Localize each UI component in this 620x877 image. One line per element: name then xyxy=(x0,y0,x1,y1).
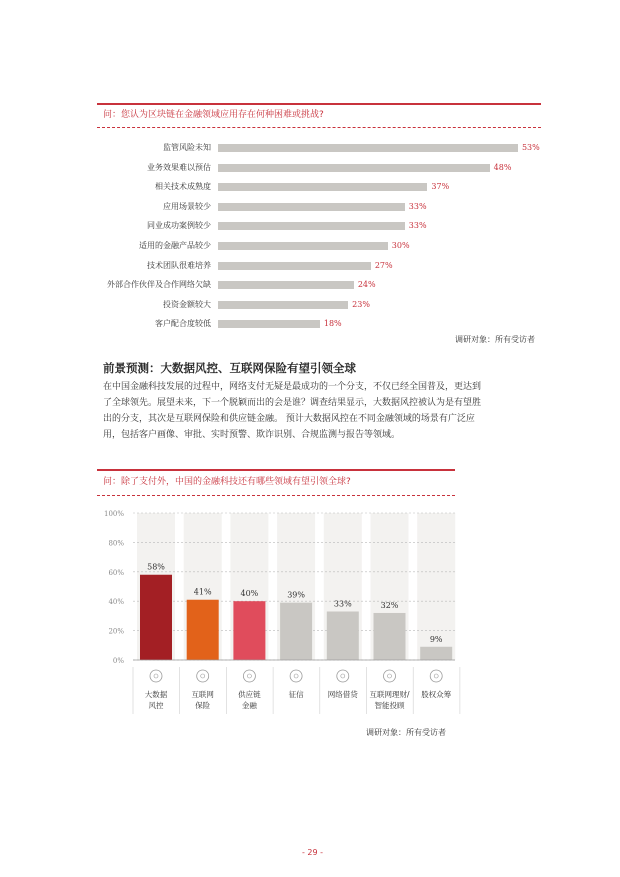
chart2-bar xyxy=(140,575,172,660)
chart1-value-label: 27% xyxy=(374,260,393,270)
chart2-value-label: 58% xyxy=(147,562,165,572)
chart1-category-label: 相关技术成熟度 xyxy=(155,182,211,192)
lending-icon-detail xyxy=(341,674,345,678)
chart2-y-tick-label: 0% xyxy=(112,657,124,665)
chart2-category-label: 风控 xyxy=(148,701,164,710)
chart1-category-label: 业务效果难以预估 xyxy=(147,162,211,172)
chart1-value-label: 53% xyxy=(521,143,540,152)
chart1-category-label: 适用的金融产品较少 xyxy=(139,241,211,250)
chart2-bar xyxy=(420,647,452,660)
chart1-value-label: 33% xyxy=(408,221,427,231)
chart1-value-label: 24% xyxy=(357,280,376,290)
chart2-y-tick-label: 60% xyxy=(108,568,124,577)
chart1-value-label: 18% xyxy=(323,319,342,329)
chart2-category-label: 金融 xyxy=(241,701,257,710)
chart2-category-label: 股权众筹 xyxy=(421,690,452,699)
chart1-category-label: 外部合作伙伴及合作网络欠缺 xyxy=(107,280,211,290)
chart2-note: 调研对象：所有受访者 xyxy=(366,728,446,737)
credit-icon-detail xyxy=(294,674,298,678)
page-number: - 29 - xyxy=(302,848,324,857)
lending-icon xyxy=(337,670,349,682)
supply-chain-icon-detail xyxy=(247,674,251,678)
chart2-category-label: 大数据 xyxy=(144,690,168,699)
chart2-question: 问：除了支付外，中国的金融科技还有哪些领域有望引领全球? xyxy=(103,477,351,487)
chart2-y-tick-label: 40% xyxy=(108,598,124,607)
chart1-category-label: 应用场景较少 xyxy=(163,201,211,211)
chart2-bar xyxy=(233,601,265,660)
crowdfunding-icon xyxy=(430,670,442,682)
risk-control-icon xyxy=(150,670,162,682)
chart2-value-label: 40% xyxy=(240,589,259,599)
chart2-y-tick-label: 20% xyxy=(108,627,124,636)
chart2-category-label: 网络借贷 xyxy=(327,690,358,699)
chart2-y-tick-label: 80% xyxy=(108,539,124,548)
chart1-value-label: 30% xyxy=(391,241,410,250)
chart1-value-label: 37% xyxy=(431,182,450,192)
section-paragraph-line-4: 用，包括客户画像、审批、实时预警、欺诈识别、合规监测与报告等领域。 xyxy=(103,430,401,440)
risk-control-icon-detail xyxy=(154,674,158,678)
chart2-value-label: 9% xyxy=(429,634,443,644)
wealth-icon xyxy=(384,670,396,682)
chart2-category-label: 征信 xyxy=(288,690,304,699)
chart2-value-label: 41% xyxy=(193,587,212,597)
chart2-bar xyxy=(187,600,219,660)
credit-icon xyxy=(290,670,302,682)
chart1-category-label: 技术团队很难培养 xyxy=(147,260,211,270)
section-paragraph-line-3: 出的分支，其次是互联网保险和供应链金融。 预计大数据风控在不同金融领域的场景有广泛应 xyxy=(103,414,475,424)
chart2-category-label: 互联网理财/ xyxy=(369,690,410,699)
chart2-category-label: 供应链 xyxy=(238,690,261,699)
chart2-category-label: 智能投顾 xyxy=(374,701,405,710)
chart1-question: 问：您认为区块链在金融领域应用存在何种困难或挑战? xyxy=(103,110,324,120)
chart1-category-label: 同业成功案例较少 xyxy=(147,221,211,231)
chart1-value-label: 23% xyxy=(352,299,370,309)
chart2-bar xyxy=(280,603,312,660)
chart1-value-label: 48% xyxy=(493,162,512,172)
chart2-value-label: 33% xyxy=(333,599,352,609)
chart2-value-label: 39% xyxy=(287,590,305,600)
chart1-category-label: 监管风险未知 xyxy=(163,143,211,152)
chart1-value-label: 33% xyxy=(408,201,427,211)
chart2-value-label: 32% xyxy=(380,600,399,610)
wealth-icon-detail xyxy=(388,674,392,678)
supply-chain-icon xyxy=(243,670,255,682)
chart1-category-label: 客户配合度较低 xyxy=(155,319,211,329)
chart1-category-label: 投资金额较大 xyxy=(163,299,211,309)
section-paragraph-line-2: 了全球领先。展望未来，下一个脱颖而出的会是谁？调查结果显示，大数据风控被认为是有望胜 xyxy=(103,398,482,408)
chart2-category-label: 互联网 xyxy=(191,690,214,699)
crowdfunding-icon-detail xyxy=(434,674,438,678)
insurance-icon xyxy=(197,670,209,682)
insurance-icon-detail xyxy=(201,674,205,678)
chart2-bar xyxy=(374,613,406,660)
section-heading: 前景预测：大数据风控、互联网保险有望引领全球 xyxy=(103,361,356,375)
section-paragraph-line-1: 在中国金融科技发展的过程中，网络支付无疑是最成功的一个分支，不仅已经全国普及，更达到 xyxy=(103,382,482,392)
chart1-note: 调研对象：所有受访者 xyxy=(455,335,535,344)
chart2-category-label: 保险 xyxy=(195,701,211,710)
chart2-bar xyxy=(327,611,359,660)
chart2-y-tick-label: 100% xyxy=(103,510,124,518)
